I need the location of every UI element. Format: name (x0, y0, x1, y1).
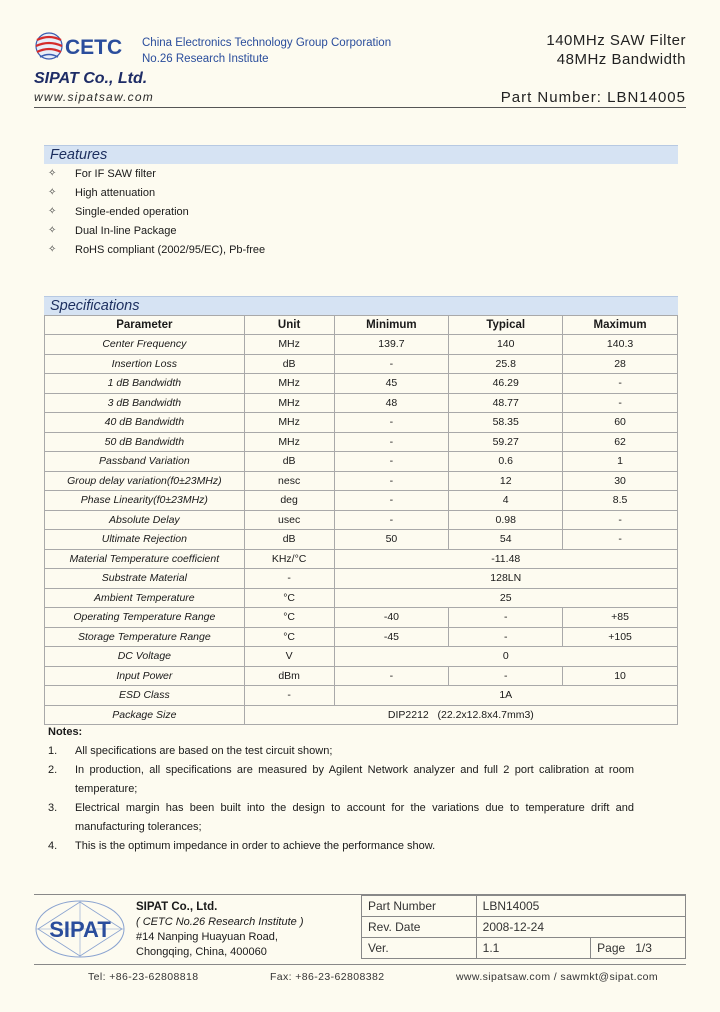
parameter-cell: Material Temperature coefficient (45, 549, 245, 569)
value-cell: 30 (563, 471, 678, 491)
value-cell: 128LN (334, 569, 677, 589)
value-cell: 58.35 (449, 413, 563, 433)
value-cell: 140 (449, 335, 563, 355)
table-row (45, 666, 678, 686)
value-cell: MHz (244, 393, 334, 413)
value-cell: deg (244, 491, 334, 511)
footer-company-block (136, 900, 304, 960)
value-cell: 0 (334, 647, 677, 667)
feature-text: Dual In-line Package (75, 225, 177, 237)
value-cell: MHz (244, 374, 334, 394)
value-cell: 54 (449, 530, 563, 550)
value-cell: usec (244, 510, 334, 530)
value-cell: nesc (244, 471, 334, 491)
parameter-cell: Operating Temperature Range (45, 608, 245, 628)
value-cell: - (334, 354, 449, 374)
value-cell: -45 (334, 627, 449, 647)
value-cell: - (334, 432, 449, 452)
value-cell: 140.3 (563, 335, 678, 355)
info-row-part (362, 896, 686, 917)
value-cell: - (244, 569, 334, 589)
parameter-cell: 50 dB Bandwidth (45, 432, 245, 452)
parameter-cell: Phase Linearity(f0±23MHz) (45, 491, 245, 511)
value-cell: - (449, 608, 563, 628)
org-name (142, 35, 391, 67)
value-cell: - (563, 530, 678, 550)
value-cell: °C (244, 588, 334, 608)
diamond-bullet-icon: ✧ (48, 168, 57, 179)
rev-date-label: Rev. Date (362, 917, 477, 938)
sipat-logo (34, 898, 126, 960)
table-row (45, 549, 678, 569)
note-number: 2. (48, 764, 58, 776)
diamond-bullet-icon: ✧ (48, 225, 57, 236)
parameter-cell: Substrate Material (45, 569, 245, 589)
table-row (45, 432, 678, 452)
header-typical: Typical (449, 316, 563, 335)
feature-item (48, 223, 265, 242)
value-cell: 50 (334, 530, 449, 550)
table-row (45, 471, 678, 491)
value-cell: 45 (334, 374, 449, 394)
value-cell: 1A (334, 686, 677, 706)
footer-web[interactable]: www.sipatsaw.com / sawmkt@sipat.com (455, 971, 658, 983)
value-cell: 25.8 (449, 354, 563, 374)
value-cell: - (334, 510, 449, 530)
sipat-logo-text: SIPAT (49, 917, 111, 942)
value-cell: °C (244, 608, 334, 628)
table-row (45, 374, 678, 394)
value-cell: dB (244, 354, 334, 374)
cetc-logo (34, 30, 134, 62)
note-number: 3. (48, 802, 58, 814)
note-item (48, 761, 634, 799)
value-cell: 59.27 (449, 432, 563, 452)
value-cell: 60 (563, 413, 678, 433)
info-row-rev (362, 917, 686, 938)
product-line-1: 140MHz SAW Filter (546, 32, 686, 49)
value-cell: DIP2212 (22.2x12.8x4.7mm3) (244, 705, 677, 725)
notes-title: Notes: (48, 726, 83, 738)
page-indicator (591, 938, 686, 959)
value-cell: 46.29 (449, 374, 563, 394)
value-cell: 0.6 (449, 452, 563, 472)
value-cell: -40 (334, 608, 449, 628)
product-title (546, 31, 686, 69)
notes-list (48, 742, 634, 856)
feature-text: Single-ended operation (75, 206, 189, 218)
value-cell: - (244, 686, 334, 706)
parameter-cell: Absolute Delay (45, 510, 245, 530)
note-text: This is the optimum impedance in order to achieve the performance show. (75, 840, 436, 852)
note-text: In production, all specifications are measured by Agilent Network analyzer and full 2 port calibration at room temperature; (75, 764, 634, 795)
value-cell: - (334, 413, 449, 433)
company-url[interactable]: www.sipatsaw.com (34, 90, 154, 104)
table-row (45, 491, 678, 511)
feature-item (48, 185, 265, 204)
parameter-cell: Package Size (45, 705, 245, 725)
specifications-section-title: Specifications (44, 296, 678, 315)
cetc-globe-icon (36, 33, 62, 59)
diamond-bullet-icon: ✧ (48, 244, 57, 255)
value-cell: MHz (244, 335, 334, 355)
value-cell: - (334, 491, 449, 511)
feature-text: RoHS compliant (2002/95/EC), Pb-free (75, 244, 266, 256)
footer-fax: Fax: +86-23-62808382 (269, 971, 385, 983)
table-row (45, 705, 678, 725)
part-number-label: Part Number (362, 896, 477, 917)
diamond-bullet-icon: ✧ (48, 206, 57, 217)
parameter-cell: ESD Class (45, 686, 245, 706)
footer-address-1: #14 Nanping Huayuan Road, (136, 931, 278, 943)
parameter-cell: Center Frequency (45, 335, 245, 355)
product-line-2: 48MHz Bandwidth (556, 51, 686, 68)
value-cell: V (244, 647, 334, 667)
features-section-title: Features (44, 145, 678, 164)
value-cell: KHz/°C (244, 549, 334, 569)
value-cell: 8.5 (563, 491, 678, 511)
value-cell: MHz (244, 413, 334, 433)
org-line-2: No.26 Research Institute (142, 53, 269, 65)
value-cell: 139.7 (334, 335, 449, 355)
specifications-table (44, 315, 678, 725)
value-cell: 48.77 (449, 393, 563, 413)
value-cell: - (563, 393, 678, 413)
parameter-cell: 1 dB Bandwidth (45, 374, 245, 394)
header-unit: Unit (244, 316, 334, 335)
feature-text: High attenuation (75, 187, 156, 199)
parameter-cell: Storage Temperature Range (45, 627, 245, 647)
table-row (45, 393, 678, 413)
value-cell: °C (244, 627, 334, 647)
footer-company-name: SIPAT Co., Ltd. (136, 901, 218, 913)
table-row (45, 335, 678, 355)
note-text: Electrical margin has been built into the design to account for the variations due to temperature drift and manufacturing tolerances; (75, 802, 634, 833)
value-cell: MHz (244, 432, 334, 452)
parameter-cell: Ultimate Rejection (45, 530, 245, 550)
table-row (45, 452, 678, 472)
value-cell: +85 (563, 608, 678, 628)
footer-contact (34, 964, 686, 983)
value-cell: - (334, 471, 449, 491)
page-label: Page (597, 941, 626, 955)
parameter-cell: Input Power (45, 666, 245, 686)
version-label: Ver. (362, 938, 477, 959)
table-row (45, 569, 678, 589)
value-cell: 1 (563, 452, 678, 472)
header-divider (34, 107, 686, 108)
parameter-cell: DC Voltage (45, 647, 245, 667)
header-parameter: Parameter (45, 316, 245, 335)
table-header-row (45, 316, 678, 335)
note-text: All specifications are based on the test circuit shown; (75, 745, 333, 757)
value-cell: dB (244, 530, 334, 550)
diamond-bullet-icon: ✧ (48, 187, 57, 198)
table-row (45, 510, 678, 530)
value-cell: 48 (334, 393, 449, 413)
value-cell: 25 (334, 588, 677, 608)
part-number-value: LBN14005 (476, 896, 685, 917)
table-row (45, 530, 678, 550)
value-cell: dB (244, 452, 334, 472)
table-row (45, 686, 678, 706)
value-cell: - (449, 627, 563, 647)
value-cell: 10 (563, 666, 678, 686)
table-row (45, 647, 678, 667)
footer-address-2: Chongqing, China, 400060 (136, 946, 267, 958)
page-value: 1/3 (635, 941, 652, 955)
note-item (48, 742, 634, 761)
note-item (48, 837, 634, 856)
footer-tel: Tel: +86-23-62808818 (88, 971, 199, 983)
version-value: 1.1 (476, 938, 591, 959)
feature-item (48, 204, 265, 223)
value-cell: - (563, 510, 678, 530)
org-line-1: China Electronics Technology Group Corporation (142, 37, 392, 49)
rev-date-value: 2008-12-24 (476, 917, 685, 938)
value-cell: dBm (244, 666, 334, 686)
footer-company-sub: ( CETC No.26 Research Institute ) (136, 916, 304, 928)
feature-item (48, 242, 265, 261)
value-cell: 0.98 (449, 510, 563, 530)
header-minimum: Minimum (334, 316, 449, 335)
table-row (45, 413, 678, 433)
value-cell: 4 (449, 491, 563, 511)
table-row (45, 608, 678, 628)
table-row (45, 588, 678, 608)
feature-item (48, 166, 265, 185)
note-number: 1. (48, 745, 58, 757)
info-row-ver (362, 938, 686, 959)
parameter-cell: Group delay variation(f0±23MHz) (45, 471, 245, 491)
document-info-table (361, 895, 686, 959)
features-list (48, 166, 265, 261)
table-row (45, 627, 678, 647)
parameter-cell: Ambient Temperature (45, 588, 245, 608)
value-cell: - (334, 666, 449, 686)
header-maximum: Maximum (563, 316, 678, 335)
parameter-cell: Insertion Loss (45, 354, 245, 374)
parameter-cell: Passband Variation (45, 452, 245, 472)
value-cell: - (563, 374, 678, 394)
table-row (45, 354, 678, 374)
cetc-logo-text: CETC (65, 36, 123, 59)
value-cell: +105 (563, 627, 678, 647)
value-cell: 28 (563, 354, 678, 374)
note-number: 4. (48, 840, 58, 852)
value-cell: -11.48 (334, 549, 677, 569)
value-cell: - (334, 452, 449, 472)
part-number-header: Part Number: LBN14005 (500, 89, 686, 106)
value-cell: 62 (563, 432, 678, 452)
parameter-cell: 3 dB Bandwidth (45, 393, 245, 413)
value-cell: - (449, 666, 563, 686)
feature-text: For IF SAW filter (75, 168, 156, 180)
parameter-cell: 40 dB Bandwidth (45, 413, 245, 433)
note-item (48, 799, 634, 837)
company-title: SIPAT Co., Ltd. (34, 70, 148, 87)
value-cell: 12 (449, 471, 563, 491)
